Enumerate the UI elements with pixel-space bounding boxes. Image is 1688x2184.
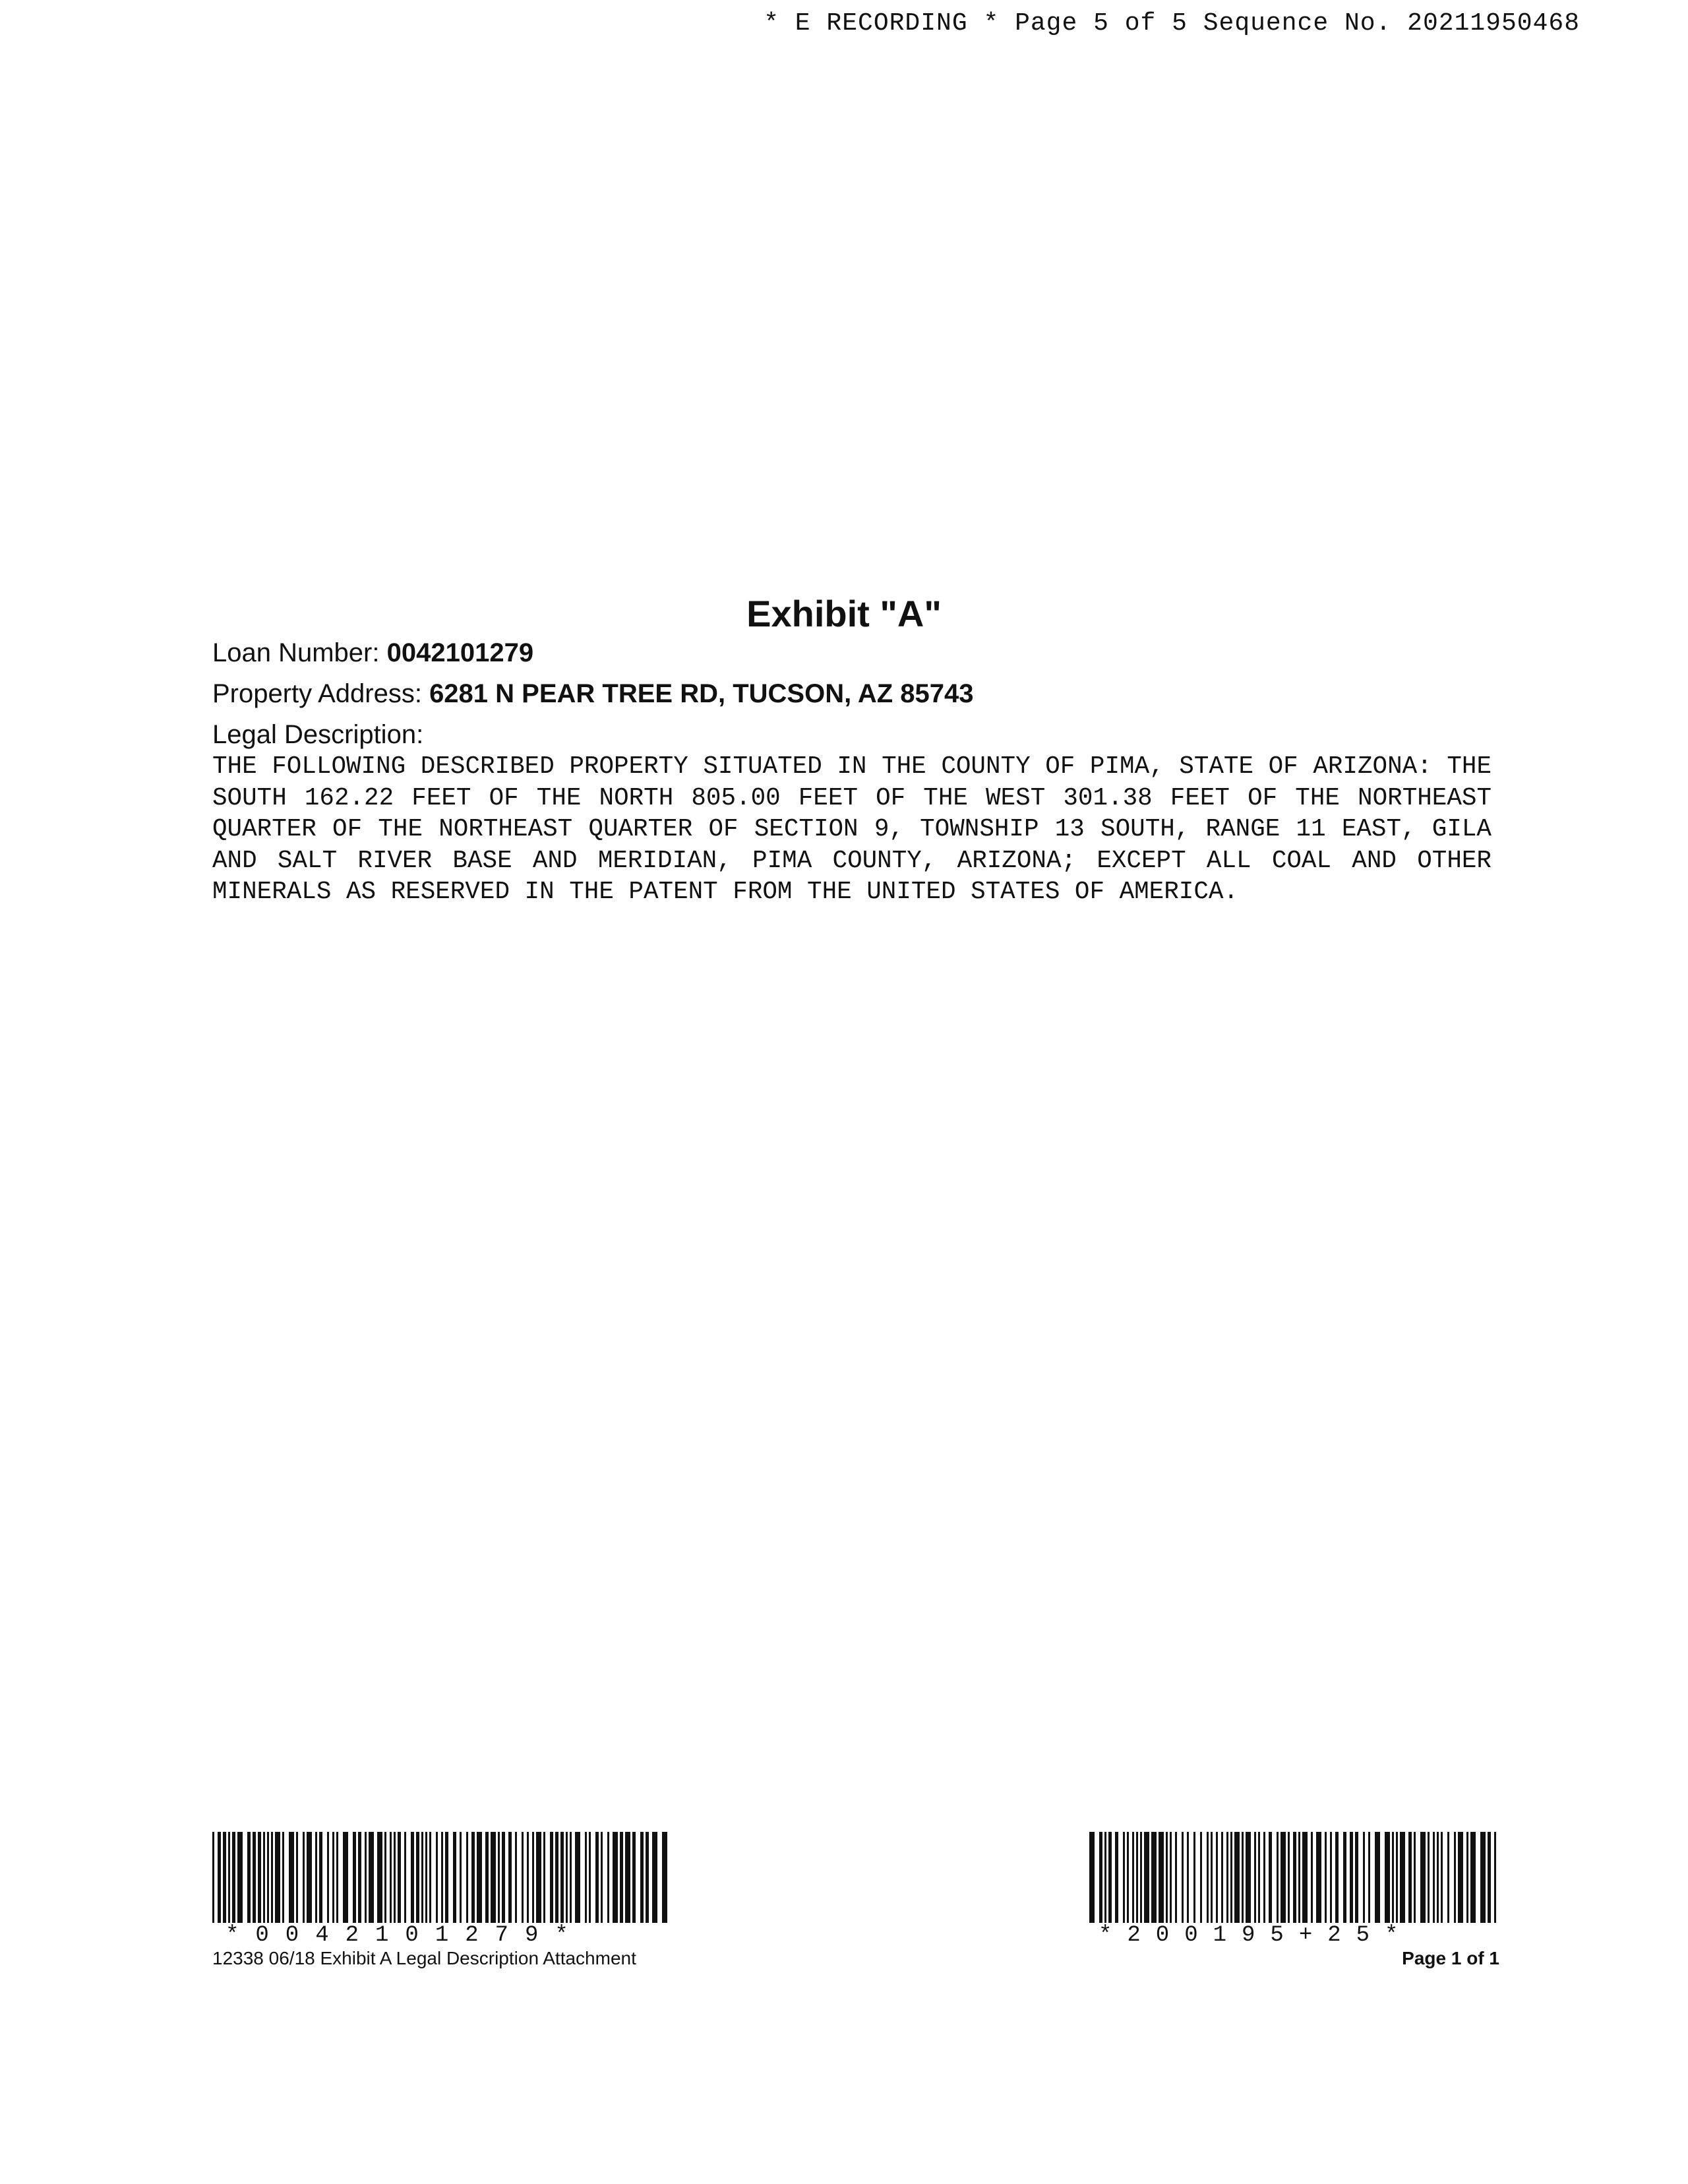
barcode-bar [460, 1832, 462, 1923]
barcode-bar [343, 1832, 348, 1923]
barcode-bar [550, 1832, 553, 1923]
barcode-bar [421, 1832, 423, 1923]
barcode-bar [625, 1832, 630, 1923]
barcode-bar [498, 1832, 500, 1923]
barcode-bar [491, 1832, 496, 1923]
barcode-bar [1207, 1832, 1209, 1923]
barcode-bar [1216, 1832, 1218, 1923]
barcode-bar [416, 1832, 419, 1923]
barcode-bar [1420, 1832, 1426, 1923]
barcode-bar [1242, 1832, 1244, 1923]
barcode-bar [1454, 1832, 1456, 1923]
barcode-bar [425, 1832, 427, 1923]
barcode-bar [1293, 1832, 1296, 1923]
barcode-bar [1447, 1832, 1449, 1923]
barcode-bar [253, 1832, 256, 1923]
barcode-bar [228, 1832, 230, 1923]
barcode-bar [662, 1832, 667, 1923]
barcode-bar [1151, 1832, 1157, 1923]
barcode-bar [1099, 1832, 1102, 1923]
barcode-bar [1182, 1832, 1184, 1923]
loan-barcode-block [212, 1832, 667, 1969]
barcode-bar [1335, 1832, 1339, 1923]
barcode-bar [466, 1832, 468, 1923]
barcode-bar [436, 1832, 438, 1923]
barcode-bar [258, 1832, 261, 1923]
barcode-bar [327, 1832, 329, 1923]
barcode-bar [1414, 1832, 1416, 1923]
legal-description-text: THE FOLLOWING DESCRIBED PROPERTY SITUATED IN THE COUNTY OF PIMA, STATE OF ARIZONA: THE SOUTH 162.22 FEET OF THE NORTH 805.00 FEET OF THE WEST 301.38 FEET OF THE NORTHEAST QUARTER OF THE NORTHEAST QUARTER OF SECTION 9, TOWNSHIP 13 SOUTH, RANGE 11 EAST, GILA AND SALT RIVER BASE AND MERIDIAN, PIMA COUNTY, ARIZONA; EXCEPT ALL COAL AND OTHER MINERALS AS RESERVED IN THE PATENT FROM THE UNITED STATES OF AMERICA. [212, 753, 1492, 906]
barcode-bar [1193, 1832, 1195, 1923]
barcode-bar [1311, 1832, 1313, 1923]
form-caption: 12338 06/18 Exhibit A Legal Description Attachment [212, 1948, 636, 1968]
loan-number-row [212, 638, 533, 668]
barcode-bar [1441, 1832, 1443, 1923]
barcode-bar [532, 1832, 534, 1923]
barcode-bar [275, 1832, 280, 1923]
barcode-bar [1115, 1832, 1118, 1923]
barcode-bar [1254, 1832, 1256, 1923]
barcode-bar [607, 1832, 609, 1923]
barcode-bar [1127, 1832, 1129, 1923]
barcode-bar [267, 1832, 269, 1923]
barcode-bar [369, 1832, 374, 1923]
barcode-bar [398, 1832, 401, 1923]
barcode-bar [1170, 1832, 1172, 1923]
barcode-bar [1488, 1832, 1491, 1923]
recording-header: * E RECORDING * Page 5 of 5 Sequence No. 20211950468 [764, 9, 1580, 38]
barcode-bar [390, 1832, 392, 1923]
barcode-bar [1144, 1832, 1149, 1923]
barcode-bar [515, 1832, 517, 1923]
barcode-bar [1470, 1832, 1476, 1923]
barcode-bar [1437, 1832, 1439, 1923]
loan-barcode [212, 1832, 667, 1923]
barcode-bar [620, 1832, 623, 1923]
barcode-bar [1136, 1832, 1138, 1923]
barcode-bar [263, 1832, 265, 1923]
barcode-bar [1211, 1832, 1213, 1923]
property-address-row [212, 679, 974, 709]
barcode-bar [1375, 1832, 1380, 1923]
barcode-bar [218, 1832, 221, 1923]
barcode-bar [404, 1832, 406, 1923]
barcode-bar [1466, 1832, 1468, 1923]
barcode-bar [358, 1832, 361, 1923]
barcode-bar [1263, 1832, 1265, 1923]
barcode-bar [223, 1832, 226, 1923]
barcode-bar [1258, 1832, 1260, 1923]
barcode-bar [555, 1832, 558, 1923]
barcode-bar [566, 1832, 568, 1923]
barcode-bar [485, 1832, 489, 1923]
barcode-bar [1330, 1832, 1332, 1923]
barcode-bar [536, 1832, 541, 1923]
barcode-bar [1316, 1832, 1321, 1923]
barcode-bar [1400, 1832, 1405, 1923]
barcode-bar [589, 1832, 591, 1923]
barcode-bar [1108, 1832, 1112, 1923]
document-barcode-text: *200195+25* [1099, 1923, 1414, 1948]
barcode-bar [1494, 1832, 1496, 1923]
barcode-bar [477, 1832, 482, 1923]
barcode-bar [247, 1832, 251, 1923]
barcode-bar [1363, 1832, 1365, 1923]
exhibit-title: Exhibit "A" [746, 593, 942, 634]
barcode-bar [560, 1832, 564, 1923]
barcode-bar [411, 1832, 414, 1923]
barcode-bar [353, 1832, 356, 1923]
barcode-bar [1230, 1832, 1232, 1923]
barcode-bar [1104, 1832, 1106, 1923]
barcode-bar [1246, 1832, 1251, 1923]
barcode-bar [1166, 1832, 1168, 1923]
barcode-bar [319, 1832, 322, 1923]
barcode-bar [502, 1832, 505, 1923]
barcode-bar [1302, 1832, 1308, 1923]
barcode-bar [613, 1832, 618, 1923]
barcode-bar [1325, 1832, 1327, 1923]
barcode-bar [332, 1832, 334, 1923]
barcode-bar [289, 1832, 294, 1923]
barcode-bar [429, 1832, 431, 1923]
barcode-bar [1428, 1832, 1430, 1923]
barcode-bar [315, 1832, 317, 1923]
barcode-bar [1123, 1832, 1125, 1923]
barcode-bar [1385, 1832, 1390, 1923]
barcode-bar [1368, 1832, 1370, 1923]
barcode-bar [522, 1832, 524, 1923]
barcode-bar [1392, 1832, 1394, 1923]
barcode-bar [377, 1832, 382, 1923]
barcode-bar [1396, 1832, 1398, 1923]
barcode-bar [471, 1832, 475, 1923]
barcode-bar [271, 1832, 273, 1923]
barcode-bar [1200, 1832, 1202, 1923]
barcode-bar [1343, 1832, 1346, 1923]
barcode-bar [570, 1832, 572, 1923]
barcode-bar [445, 1832, 448, 1923]
barcode-bar [1281, 1832, 1286, 1923]
barcode-bar [1269, 1832, 1272, 1923]
barcode-bar [394, 1832, 396, 1923]
barcode-bar [640, 1832, 644, 1923]
barcode-bar [1458, 1832, 1463, 1923]
loan-barcode-text: *0042101279* [226, 1923, 585, 1948]
barcode-bar [1480, 1832, 1486, 1923]
loan-number-label: Loan Number: [212, 638, 380, 667]
barcode-bar [441, 1832, 443, 1923]
barcode-bar [237, 1832, 243, 1923]
document-barcode [1089, 1832, 1499, 1923]
property-address-label: Property Address: [212, 679, 422, 708]
barcode-bar [595, 1832, 599, 1923]
loan-number-value: 0042101279 [386, 638, 534, 667]
barcode-bar [543, 1832, 545, 1923]
barcode-bar [1234, 1832, 1240, 1923]
barcode-bar [1089, 1832, 1095, 1923]
barcode-bar [1433, 1832, 1435, 1923]
barcode-bar [1187, 1832, 1189, 1923]
barcode-bar [303, 1832, 305, 1923]
barcode-bar [282, 1832, 284, 1923]
barcode-bar [453, 1832, 456, 1923]
barcode-bar [1277, 1832, 1279, 1923]
barcode-bar [632, 1832, 636, 1923]
barcode-bar [1298, 1832, 1300, 1923]
barcode-bar [212, 1832, 214, 1923]
barcode-bar [652, 1832, 657, 1923]
barcode-bar [365, 1832, 367, 1923]
page-caption: Page 1 of 1 [1402, 1948, 1499, 1968]
barcode-bar [508, 1832, 512, 1923]
barcode-bar [1159, 1832, 1164, 1923]
barcode-bar [296, 1832, 298, 1923]
property-address-value: 6281 N PEAR TREE RD, TUCSON, AZ 85743 [429, 679, 974, 708]
barcode-bar [1132, 1832, 1134, 1923]
barcode-bar [336, 1832, 338, 1923]
barcode-bar [1288, 1832, 1290, 1923]
barcode-bar [1175, 1832, 1177, 1923]
barcode-bar [585, 1832, 587, 1923]
barcode-bar [1355, 1832, 1358, 1923]
barcode-bar [601, 1832, 603, 1923]
barcode-bar [1226, 1832, 1228, 1923]
barcode-bar [1140, 1832, 1142, 1923]
barcode-bar [1350, 1832, 1353, 1923]
legal-description-label: Legal Description: [212, 720, 424, 749]
barcode-bar [1221, 1832, 1223, 1923]
barcode-bar [232, 1832, 235, 1923]
barcode-bar [527, 1832, 529, 1923]
barcode-bar [307, 1832, 312, 1923]
document-barcode-block [1089, 1832, 1499, 1969]
barcode-bar [1408, 1832, 1412, 1923]
barcode-bar [575, 1832, 580, 1923]
barcode-bar [646, 1832, 649, 1923]
barcode-bar [384, 1832, 386, 1923]
